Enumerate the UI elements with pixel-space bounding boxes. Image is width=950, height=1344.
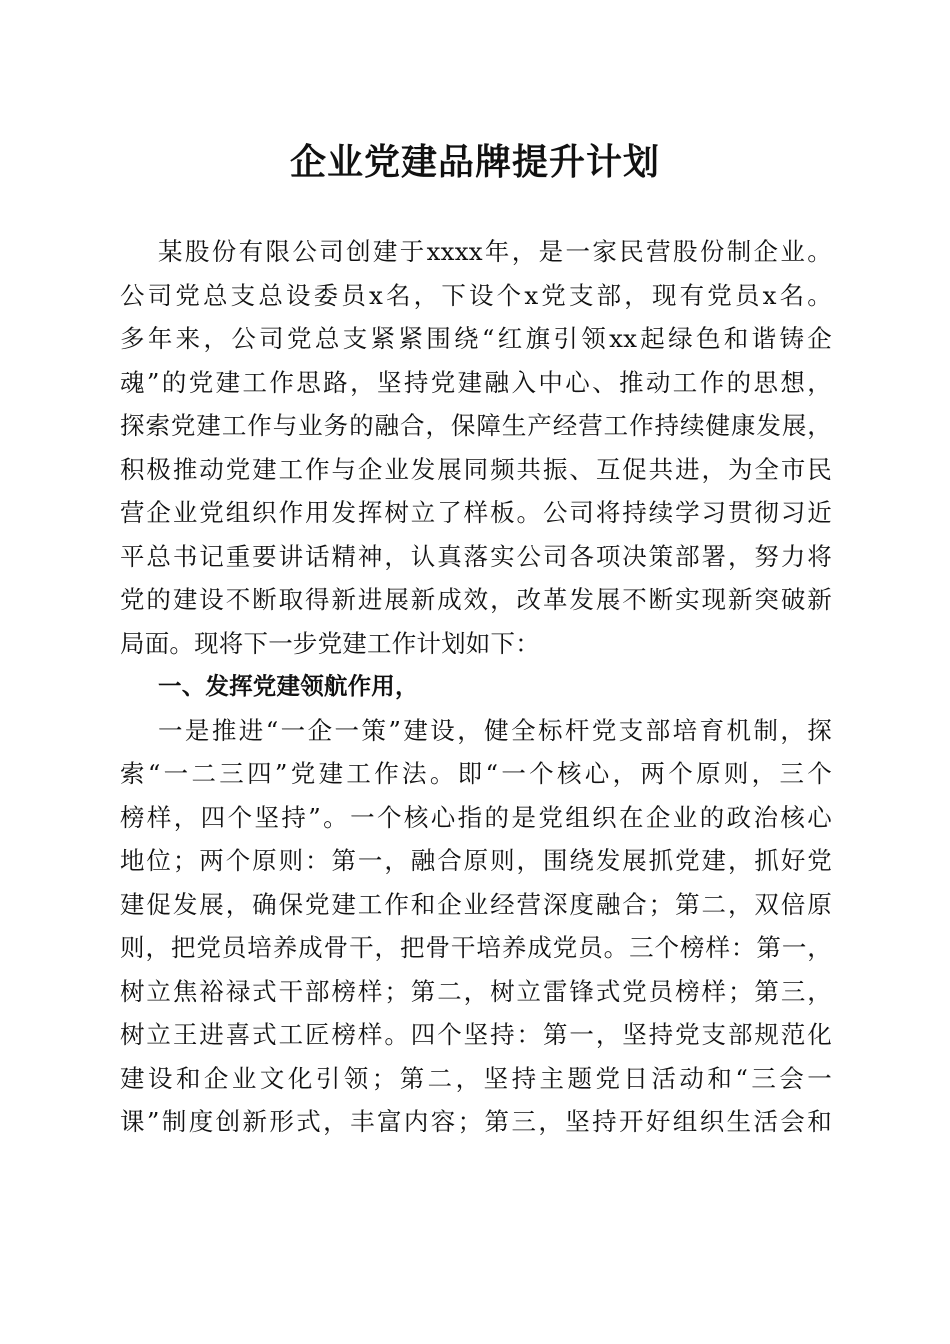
text-line: 公司党总支总设委员x名，下设个x党支部，现有党员x名。 (120, 280, 832, 310)
text-line: 多年来，公司党总支紧紧围绕“红旗引领xx起绿色和谐铸企 (120, 324, 832, 353)
text-line: 积极推动党建工作与企业发展同频共振、互促共进，为全市民 (120, 454, 832, 484)
text-line: 榜样，四个坚持”。一个核心指的是党组织在企业的政治核心 (120, 802, 832, 832)
text-line: 某股份有限公司创建于xxxx年，是一家民营股份制企业。 (158, 237, 832, 266)
text-line: 局面。现将下一步党建工作计划如下： (120, 628, 540, 658)
text-line: 党的建设不断取得新进展新成效，改革发展不断实现新突破新 (120, 585, 832, 614)
section-heading: 一、发挥党建领航作用， (158, 672, 419, 700)
text-line: 建促发展，确保党建工作和企业经营深度融合；第二，双倍原 (120, 889, 832, 919)
text-line: 树立焦裕禄式干部榜样；第二，树立雷锋式党员榜样；第三， (120, 976, 832, 1006)
text-line: 魂”的党建工作思路，坚持党建融入中心、推动工作的思想， (120, 367, 832, 397)
document-title: 企业党建品牌提升计划 (289, 142, 660, 183)
paragraph-intro (120, 230, 832, 1144)
text-line: 营企业党组织作用发挥树立了样板。公司将持续学习贯彻习近 (120, 498, 832, 527)
text-line: 地位；两个原则：第一，融合原则，围绕发展抓党建，抓好党 (120, 846, 832, 875)
text-line: 建设和企业文化引领；第二，坚持主题党日活动和“三会一 (120, 1063, 832, 1093)
text-line: 探索党建工作与业务的融合，保障生产经营工作持续健康发展， (120, 411, 832, 440)
text-line: 平总书记重要讲话精神，认真落实公司各项决策部署，努力将 (120, 541, 832, 571)
text-line: 则，把党员培养成骨干，把骨干培养成党员。三个榜样：第一， (120, 933, 832, 962)
text-line: 课”制度创新形式，丰富内容；第三，坚持开好组织生活会和 (120, 1107, 832, 1136)
text-line: 索“一二三四”党建工作法。即“一个核心，两个原则，三个 (120, 759, 832, 788)
text-line: 树立王进喜式工匠榜样。四个坚持：第一，坚持党支部规范化 (120, 1020, 832, 1049)
text-line: 一是推进“一企一策”建设，健全标杆党支部培育机制，探 (158, 715, 832, 745)
